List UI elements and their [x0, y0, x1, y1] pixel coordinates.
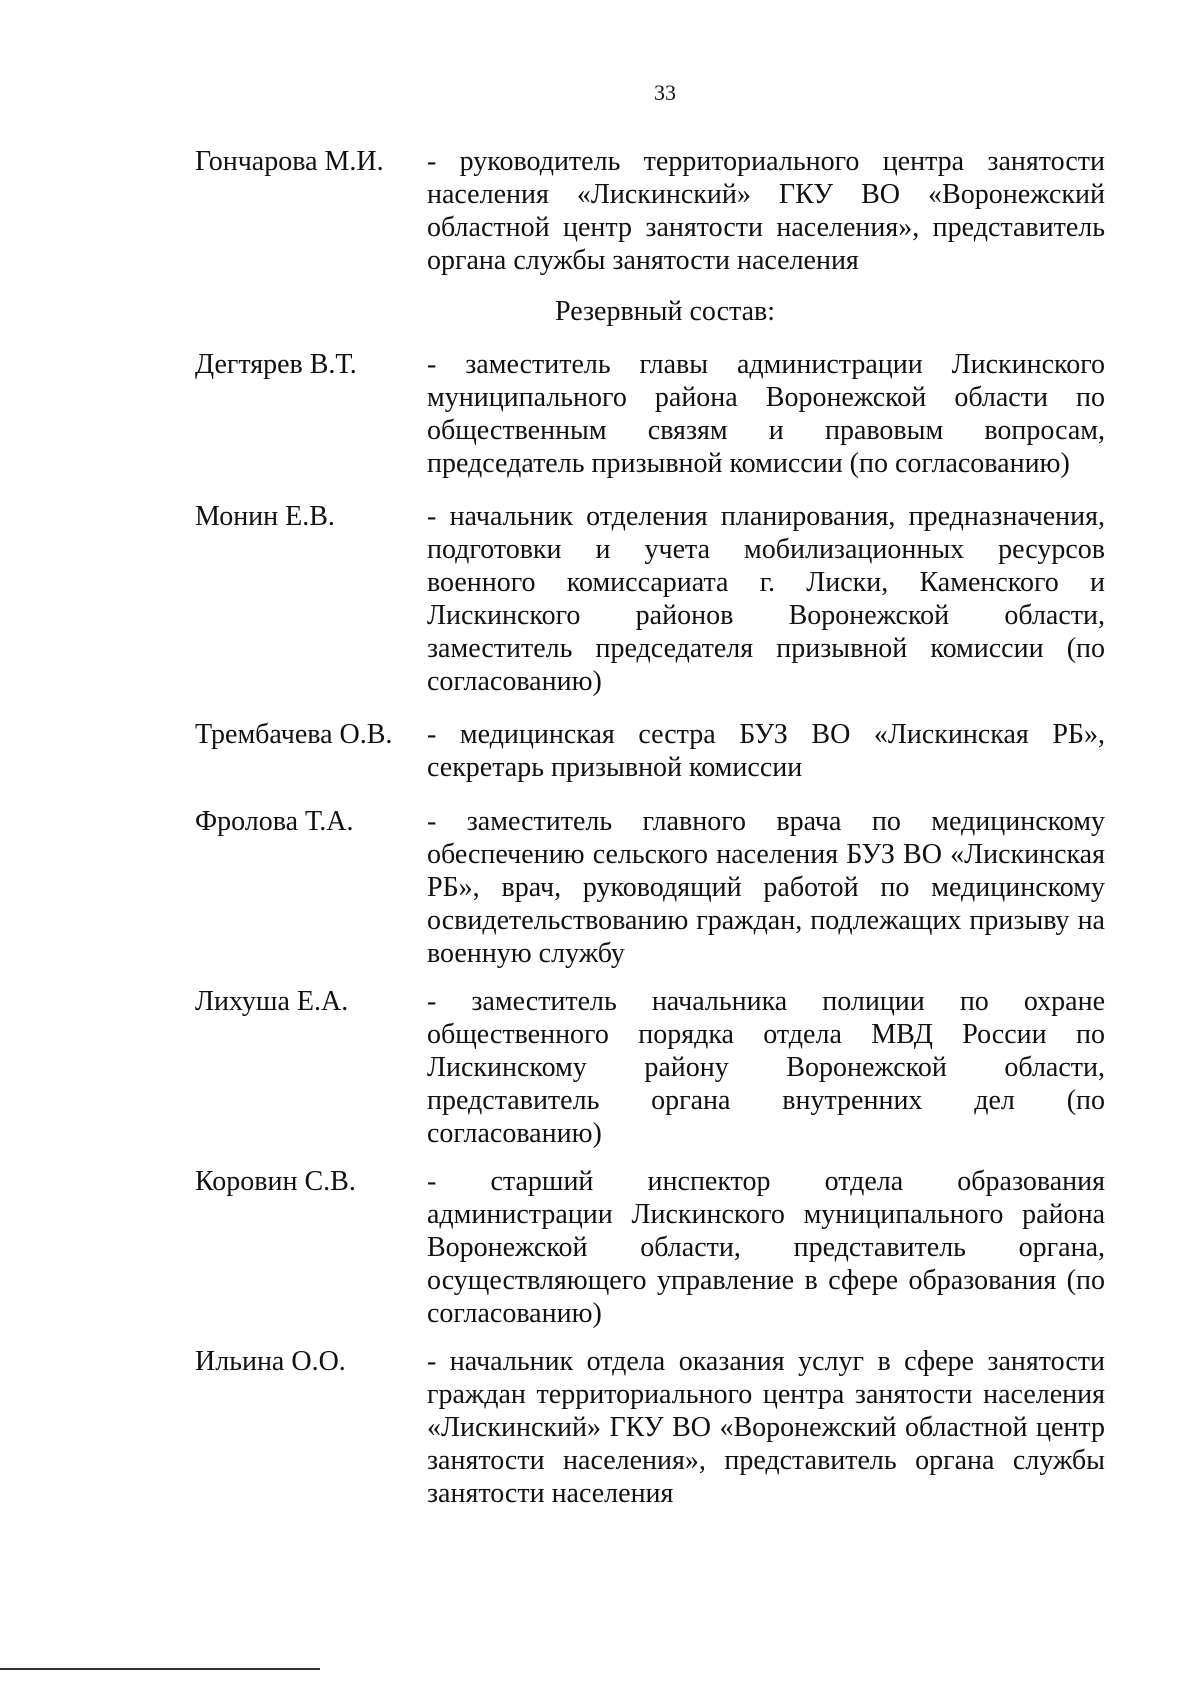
- member-description: - начальник отдела оказания услуг в сфере занятости граждан территориального центра занятости населения «Лискинский» ГКУ ВО «Воронежский областной центр занятости населения», представитель органа службы занятости населения: [427, 1346, 1105, 1509]
- reserve-entry-korovin: [195, 1165, 1105, 1330]
- member-description: - заместитель главного врача по медицинскому обеспечению сельского населения БУЗ ВО «Лискинская РБ», врач, руководящий работой по медицинскому освидетельствованию граждан, подлежащих призыву на военную службу: [427, 806, 1105, 969]
- member-description: - заместитель главы администрации Лискинского муниципального района Воронежской области по общественным связям и правовым вопросам, председатель призывной комиссии (по согласованию): [427, 349, 1105, 479]
- member-description: - начальник отделения планирования, предназначения, подготовки и учета мобилизационных ресурсов военного комиссариата г. Лиски, Каменского и Лискинского районов Воронежской области, заместитель председателя призывной комиссии (по согласованию): [427, 501, 1105, 697]
- member-description: - заместитель начальника полиции по охране общественного порядка отдела МВД России по Лискинскому району Воронежской области, представитель органа внутренних дел (по согласованию): [427, 986, 1105, 1149]
- reserve-entry-frolova: [195, 805, 1105, 970]
- reserve-entry-likhusha: [195, 985, 1105, 1150]
- member-name: Монин Е.В.: [195, 501, 335, 532]
- reserve-entry-ilyina: [195, 1345, 1105, 1510]
- member-name: Трембачева О.В.: [195, 719, 393, 750]
- member-description: - старший инспектор отдела образования администрации Лискинского муниципального района Воронежской области, представитель органа, осуществляющего управление в сфере образования (по согласованию): [427, 1166, 1105, 1329]
- member-name: Ильина О.О.: [195, 1346, 346, 1377]
- reserve-entry-monin: [195, 500, 1105, 698]
- member-name: Дегтярев В.Т.: [195, 349, 357, 380]
- reserve-heading: Резервный состав:: [554, 296, 776, 327]
- footnote-rule: [0, 1668, 320, 1670]
- reserve-entry-degtyarev: [195, 348, 1105, 480]
- member-entry-goncharova: [195, 145, 1105, 277]
- member-name: Фролова Т.А.: [195, 806, 354, 837]
- member-name: Гончарова М.И.: [195, 146, 384, 177]
- reserve-entry-trembacheva: [195, 718, 1105, 784]
- member-name: Коровин С.В.: [195, 1166, 356, 1197]
- member-description: - медицинская сестра БУЗ ВО «Лискинская РБ», секретарь призывной комиссии: [427, 719, 1105, 783]
- member-name: Лихуша Е.А.: [195, 986, 349, 1017]
- page-number: 33: [654, 80, 676, 105]
- member-description: - руководитель территориального центра занятости населения «Лискинский» ГКУ ВО «Воронежский областной центр занятости населения», представитель органа службы занятости населения: [427, 146, 1105, 276]
